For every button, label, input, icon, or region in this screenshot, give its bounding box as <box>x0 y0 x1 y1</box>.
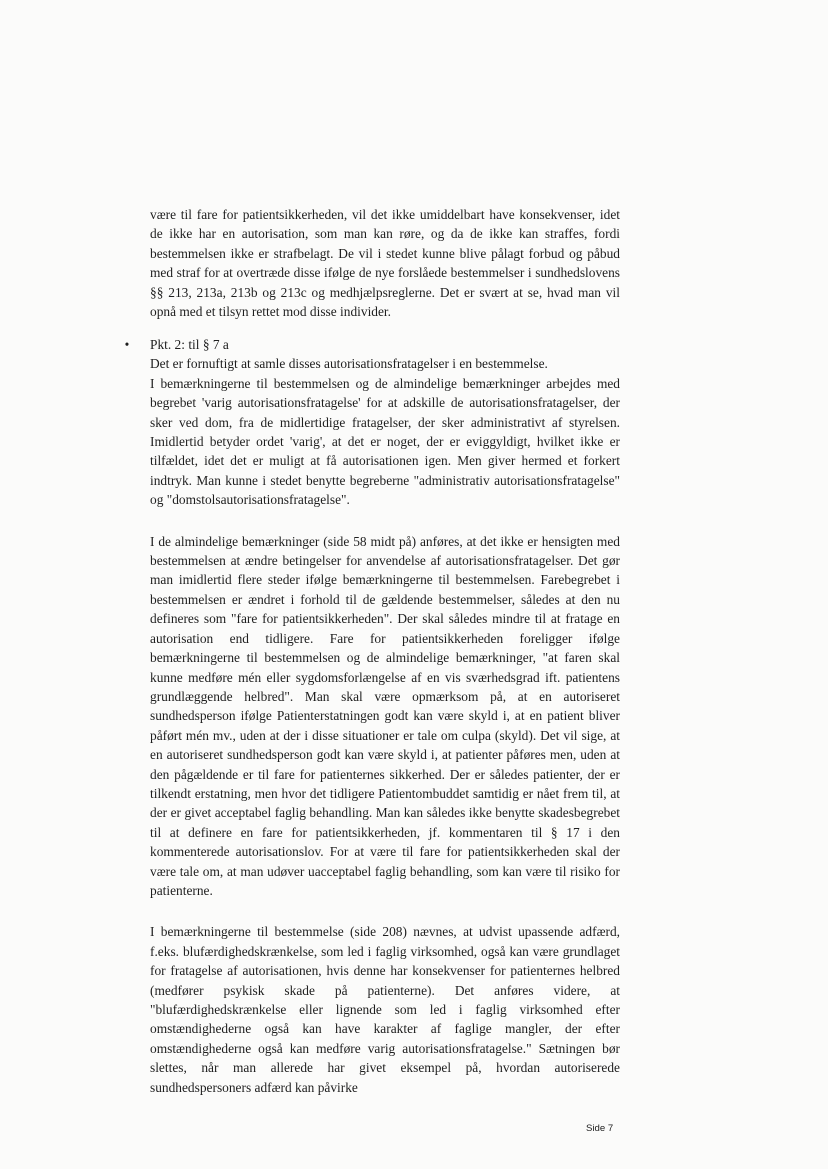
paragraph-spacer <box>150 510 620 532</box>
paragraph-spacer <box>150 900 620 922</box>
pkt-body-paragraph: I bemærkningerne til bestemmelsen og de almindelige bemærkninger arbejdes med begrebet 'varig autorisationsfratagelse' for at adskille de autorisationsfratagelser, der sker ved dom, fra de midlertidige fratagelser, der sker administrativt af styrelsen. Imidlertid betyder ordet 'varig', at det er noget, der er eviggyldigt, hvilket ikke er tilfældet, idet det er muligt at få autorisationen igen. Men giver hermed et forkert indtryk. Man kunne i stedet benytte begreberne "administrativ autorisationsfratagelse" og "domstolsautorisationsfratagelse". <box>150 375 620 508</box>
general-remarks-paragraph: I de almindelige bemærkninger (side 58 midt på) anføres, at det ikke er hensigten med bestemmelsen at ændre betingelser for anvendelse af autorisationsfratagelser. Det gør man imidlertid flere steder ifølge bemærkningerne til bestemmelsen. Farebegrebet i bestemmelsen er ændret i forhold til de gældende bestemmelser, således at den nu defineres som "fare for patientsikkerheden". Der skal således mindre til at fratage en autorisation end tidligere. Fare for patientsikkerheden foreligger ifølge bemærkningerne til bestemmelsen og de almindelige bemærkninger, "at faren skal kunne medføre mén eller sygdomsforlængelse af en vis sværhedsgrad ift. patientens grundlæggende helbred". Man skal være opmærksom på, at en autoriseret sundhedsperson ifølge Patienterstatningen godt kan være skyld i, at en patient bliver påført mén mv., uden at der i disse situationer er tale om culpa (skyld). Det vil sige, at en autoriseret sundhedsperson godt kan være skyld i, at patienter påføres men, uden at den pågældende er til fare for patienternes sikkerhed. Der er således patienter, der er tilkendt erstatning, men hvor det tidligere Patientombuddet samtidig er nået frem til, at der er givet acceptabel faglig behandling. Man kan således ikke benytte skadesbegrebet til at definere en fare for patientsikkerheden, jf. kommentaren til § 17 i den kommenterede autorisationslov. For at være til fare for patientsikkerheden skal der være tale om, at man udøver uacceptabel faglig behandling, som kan være til risiko for patienterne. <box>150 533 620 898</box>
intro-paragraph: være til fare for patientsikkerheden, vil det ikke umiddelbart have konsekvenser, idet de ikke har en autorisation, som man kan røre, og da de ikke kan straffes, fordi bestemmelsen ikke er strafbelagt. De vil i stedet kunne blive pålagt forbud og påbud med straf for at overtræde disse ifølge de nye forslåede bestemmelser i sundhedslovens §§ 213, 213a, 213b og 213c og medhjælpsreglerne. Det er svært at se, hvad man vil opnå med et tilsyn rettet mod disse individer. <box>150 207 620 320</box>
bullet-icon: • <box>124 337 130 352</box>
page-number: Side 7 <box>586 1123 614 1134</box>
document-body <box>124 205 620 1097</box>
pkt-first-line: Det er fornuftigt at samle disses autorisationsfratagelser i en bestemmelse. <box>150 356 548 372</box>
remarks-208-paragraph: I bemærkningerne til bestemmelse (side 208) nævnes, at udvist upassende adfærd, f.eks. blufærdighedskrænkelse, som led i faglig virksomhed, også kan være grundlaget for fratagelse af autorisationen, hvis denne har konsekvenser for patienternes helbred (medfører psykisk skade på patienterne). Det anføres videre, at "blufærdighedskrænkelse eller lignende som led i faglig virksomhed efter omstændighederne også kan have karakter af faglige mangler, der efter omstændighederne også kan medføre varig autorisationsfratagelse." Sætningen bør slettes, når man allerede har givet eksempel på, hvordan autoriserede sundhedspersoners adfærd kan påvirke <box>150 924 620 1095</box>
pkt-heading: Pkt. 2: til § 7 a <box>150 337 229 352</box>
bullet-section-pkt-2 <box>124 335 620 510</box>
